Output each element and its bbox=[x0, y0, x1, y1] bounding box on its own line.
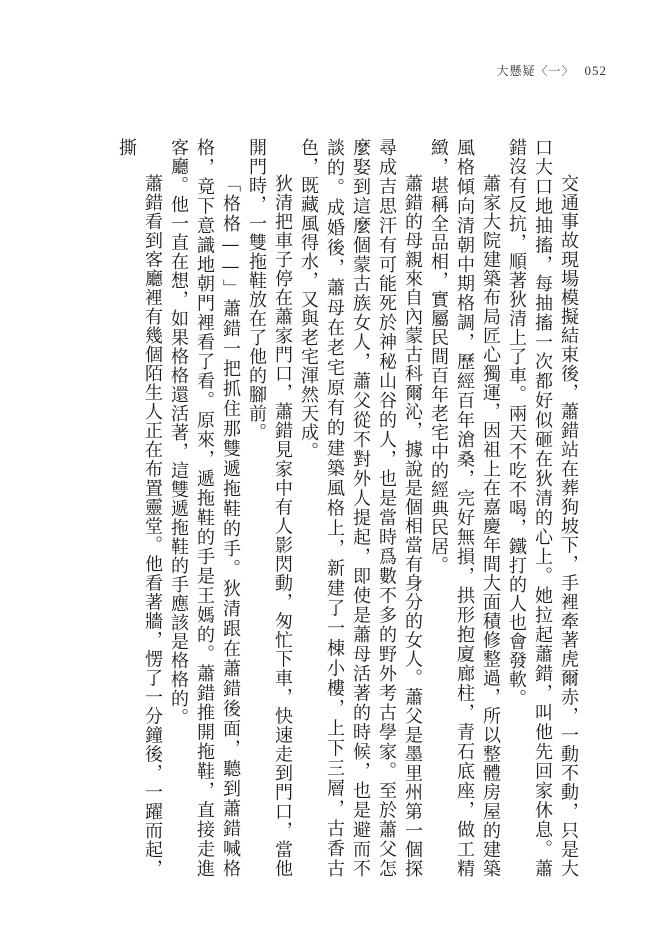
page-number: 052 bbox=[584, 63, 607, 78]
paragraph: 「格格——」蕭錯一把抓住那雙遞拖鞋的手。狄清跟在蕭錯後面，聽到蕭錯喊格格，竟下意識地朝門裡看了看。原來，遞拖鞋的手是王媽的。蕭錯推開拖鞋，直接走進客廳。他一直在想，如果格格還活著，這雙遞拖鞋的手應該是格格的。 bbox=[168, 138, 241, 878]
running-head bbox=[496, 62, 607, 79]
paragraph: 蕭家大院建築布局匠心獨運，因祖上在嘉慶年間大面積修整過，所以整體房屋的建築風格傾向清朝中期格調，歷經百年滄桑，完好無損，拱形抱廈廊柱，青石底座，做工精緻，堪稱全品相，實屬民間百年老宅中的經典民居。 bbox=[428, 138, 501, 878]
paragraph: 交通事故現場模擬結束後，蕭錯站在葬狗坡下，手裡牽著虎爾赤，一動不動，只是大口大口地抽搐，每抽搐一次都好似砸在狄清的心上。她拉起蕭錯，叫他先回家休息。蕭錯沒有反抗，順著狄清上了車。兩天不吃不喝，鐵打的人也會發軟。 bbox=[506, 138, 579, 878]
body-text bbox=[113, 138, 581, 878]
book-title: 大懸疑〈一〉 bbox=[496, 64, 575, 78]
paragraph: 狄清把車子停在蕭家門口，蕭錯見家中有人影閃動，匆忙下車，快速走到門口，當他開門時，一雙拖鞋放在了他的腳前。 bbox=[246, 138, 293, 878]
paragraph: 蕭錯的母親來自內蒙古科爾沁，據說是個相當有身分的女人。蕭父是墨里州第一個探尋成吉思汗有可能死於神秘山谷的人，也是當時爲數不多的野外考古學家。至於蕭父怎麼娶到這麼個蒙古族女人，蕭父從不對外人提起，即使是蕭母活著的時候，也是避而不談的。成婚後，蕭母在老宅原有的建築風格上，新建了一棟小樓，上下三層，古香古色，既藏風得水，又與老宅渾然天成。 bbox=[298, 138, 423, 878]
paragraph: 蕭錯看到客廳裡有幾個陌生人正在布置靈堂。他看著牆，愣了一分鐘後，一躍而起，撕 bbox=[116, 138, 163, 878]
